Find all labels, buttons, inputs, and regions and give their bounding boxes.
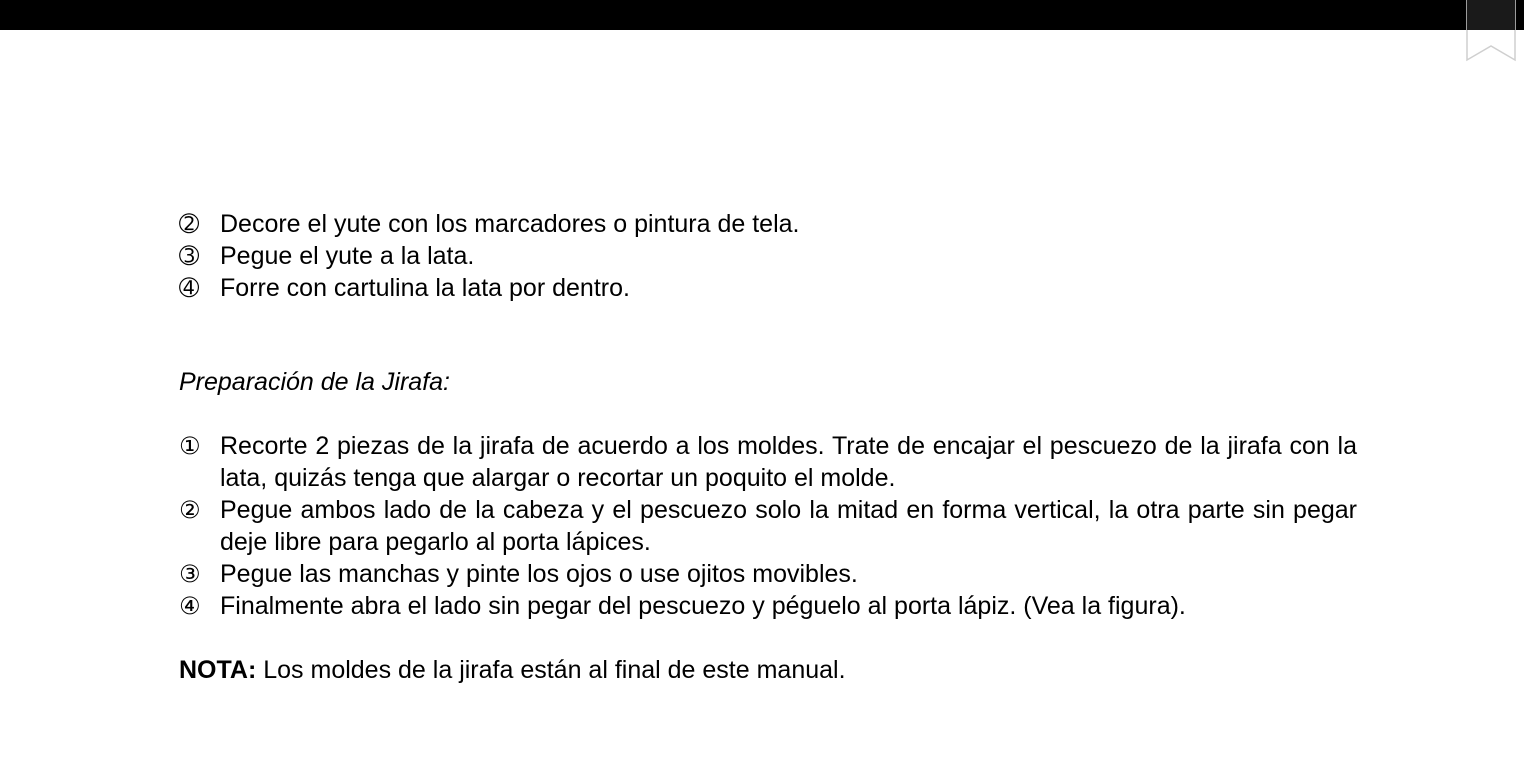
step-text: Decore el yute con los marcadores o pintura de tela. [220,210,800,238]
step-number: ➁ [179,210,200,238]
list-item [179,240,1357,272]
bookmark-icon[interactable] [1466,0,1516,62]
step-number: ① [179,432,201,460]
list-item [179,208,1357,240]
note-paragraph [179,654,1357,686]
step-text: Pegue ambos lado de la cabeza y el pescuezo solo la mitad en forma vertical, la otra parte sin pegar deje libre para pegarlo al porta lápices. [220,496,1357,556]
top-toolbar-bar [0,0,1524,30]
list-item [179,494,1357,558]
list-item [179,558,1357,590]
lata-steps-list [179,208,1357,304]
step-text: Pegue las manchas y pinte los ojos o use ojitos movibles. [220,560,858,588]
step-number: ➂ [179,242,200,270]
step-number: ③ [179,560,201,588]
jirafa-steps-list [179,430,1357,622]
step-text: Pegue el yute a la lata. [220,242,475,270]
section-heading: Preparación de la Jirafa: [179,368,450,396]
list-item [179,590,1357,622]
note-text: Los moldes de la jirafa están al final de este manual. [256,656,846,684]
note-label: NOTA: [179,656,257,684]
list-item [179,272,1357,304]
document-page [179,208,1357,686]
step-text: Forre con cartulina la lata por dentro. [220,274,630,302]
step-text: Recorte 2 piezas de la jirafa de acuerdo a los moldes. Trate de encajar el pescuezo de la jirafa con la lata, quizás tenga que alargar o recortar un poquito el molde. [220,432,1357,492]
step-number: ② [179,496,201,524]
step-text: Finalmente abra el lado sin pegar del pescuezo y péguelo al porta lápiz. (Vea la figura). [220,592,1186,620]
step-number: ➃ [179,274,200,302]
step-number: ④ [179,592,201,620]
list-item [179,430,1357,494]
